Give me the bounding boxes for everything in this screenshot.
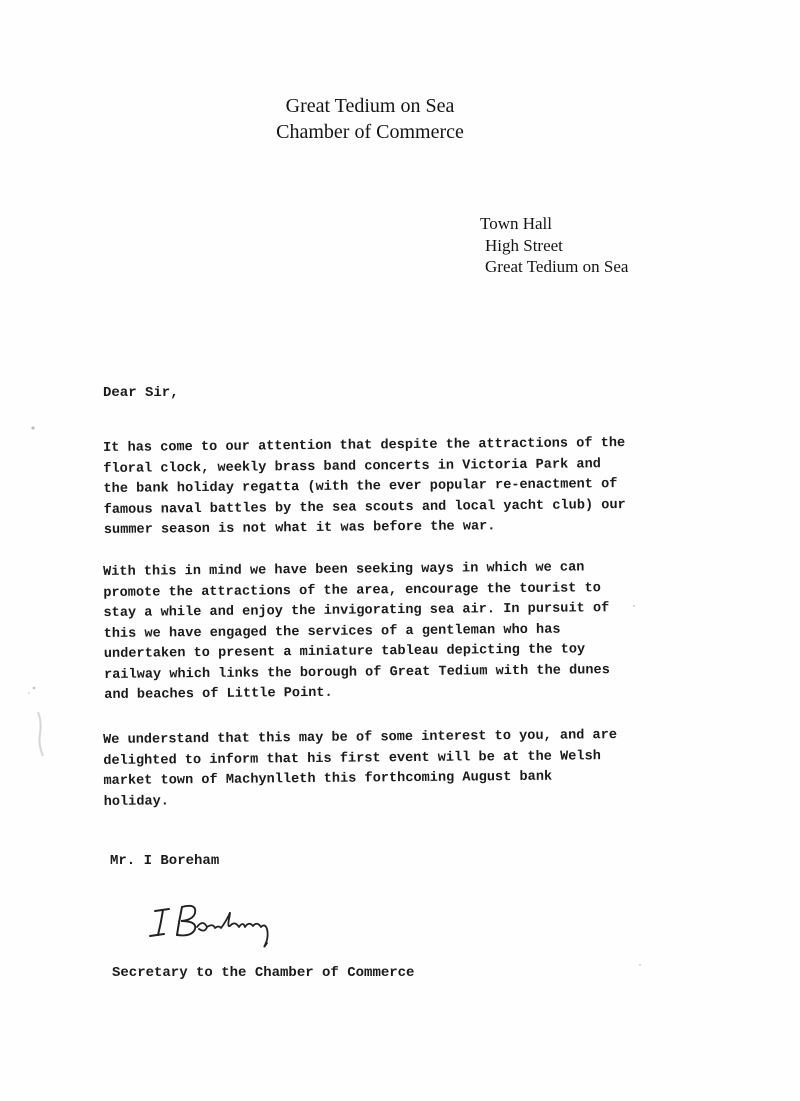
paragraph-line: floral clock, weekly brass band concerts in Victoria Park and	[103, 456, 601, 477]
salutation: Dear Sir,	[103, 385, 179, 401]
paragraph-line: We understand that this may be of some interest to you, and are	[103, 728, 618, 748]
paragraph-line: famous naval battles by the sea scouts and local yacht club) our	[103, 497, 626, 518]
body-paragraph-1	[103, 434, 626, 542]
sender-address	[480, 213, 628, 278]
sender-name: Mr. I Boreham	[110, 853, 220, 869]
address-line-2: High Street	[485, 235, 563, 255]
handwritten-signature	[145, 895, 295, 955]
letterhead	[0, 93, 740, 145]
sender-title: Secretary to the Chamber of Commerce	[112, 965, 415, 981]
paragraph-line: summer season is not what it was before the war.	[103, 519, 496, 538]
paragraph-line: holiday.	[103, 793, 170, 810]
paragraph-line: delighted to inform that his first event will be at the Welsh	[103, 748, 601, 769]
paragraph-line: It has come to our attention that despite the attractions of the	[103, 435, 626, 456]
paragraph-line: railway which links the borough of Great Tedium with the dunes	[104, 662, 610, 683]
paragraph-line: this we have engaged the services of a gentleman who has	[103, 622, 561, 642]
letterhead-town: Great Tedium on Sea	[285, 95, 455, 117]
paragraph-line: the bank holiday regatta (with the ever popular re-enactment of	[103, 477, 618, 497]
paragraph-line: promote the attractions of the area, encourage the tourist to	[103, 580, 601, 601]
paragraph-line: undertaken to present a miniature tableau depicting the toy	[103, 642, 586, 662]
paragraph-line: market town of Machynlleth this forthcoming August bank	[103, 769, 553, 789]
paragraph-line: stay a while and enjoy the invigorating sea air. In pursuit of	[103, 601, 610, 621]
paragraph-line: and beaches of Little Point.	[104, 685, 333, 703]
paragraph-line: With this in mind we have been seeking ways in which we can	[103, 560, 585, 580]
letterhead-organisation: Chamber of Commerce	[276, 121, 464, 143]
address-line-3: Great Tedium on Sea	[485, 257, 629, 276]
body-paragraph-2	[103, 558, 610, 706]
address-line-1: Town Hall	[480, 214, 552, 233]
body-paragraph-3	[103, 726, 618, 813]
